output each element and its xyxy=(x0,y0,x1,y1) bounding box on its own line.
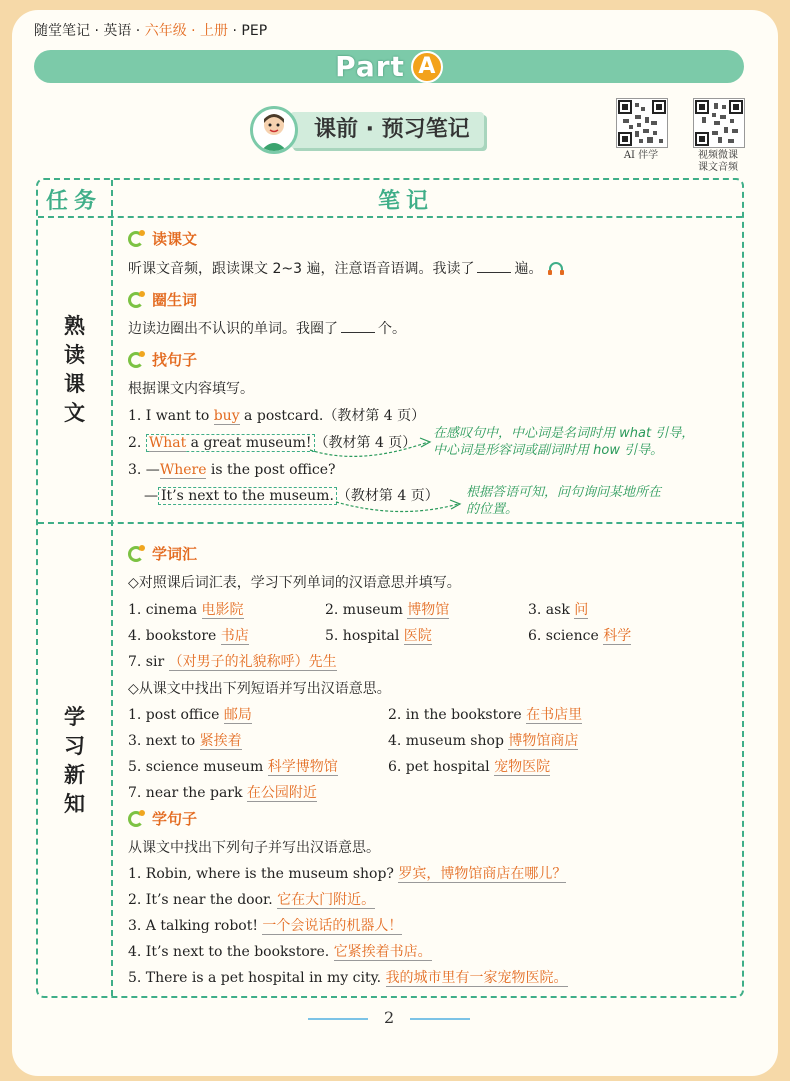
circle-text-before: 边读边圈出不认识的单词。我圈了 xyxy=(128,321,338,337)
s3-pre: 3. — xyxy=(128,462,160,478)
phrase-cn: 在公园附近 xyxy=(246,785,317,801)
s2-ref: （教材第 4 页） xyxy=(314,435,417,451)
s3-answer: Where xyxy=(159,462,207,478)
find-sentence-1 xyxy=(128,407,425,425)
section-sentences-heading xyxy=(128,808,197,829)
read-text-after: 遍。 xyxy=(514,261,543,277)
word-cn: 电影院 xyxy=(201,602,244,618)
circle-text-after: 个。 xyxy=(378,321,406,337)
word-en: 1. cinema xyxy=(128,602,202,618)
task-char: 课 xyxy=(64,372,85,396)
phrase-cn: 在书店里 xyxy=(526,707,583,723)
word-en: 5. hospital xyxy=(325,628,404,644)
phrase-en: 2. in the bookstore xyxy=(388,707,527,723)
phrase-cn: 博物馆商店 xyxy=(508,733,579,749)
s2-answer: What xyxy=(148,435,187,451)
word-en: 4. bookstore xyxy=(128,628,221,644)
circle-count-blank[interactable] xyxy=(341,321,375,333)
phrase-cn: 邮局 xyxy=(223,707,252,723)
task-char: 知 xyxy=(64,792,85,816)
column-divider xyxy=(111,180,113,996)
footer-line-right xyxy=(410,1018,470,1020)
header-grade: 六年级 · 上册 xyxy=(144,23,229,39)
phrase-6 xyxy=(388,758,550,776)
vocab-word-3 xyxy=(528,601,588,619)
sentence-en: 1. Robin, where is the museum shop? xyxy=(128,866,399,882)
section-vocab-title: 学词汇 xyxy=(152,545,198,563)
task-char: 熟 xyxy=(64,314,85,338)
section-bullet-icon xyxy=(128,292,144,308)
read-text-before: 听课文音频，跟读课文 2~3 遍，注意语音语调。我读了 xyxy=(128,261,475,277)
note2-line2: 的位置。 xyxy=(466,502,519,517)
phrase-instruction: ◇从课文中找出下列短语并写出汉语意思。 xyxy=(128,681,391,697)
word-en: 3. ask xyxy=(528,602,575,618)
s2-pre: 2. xyxy=(128,435,146,451)
phrase-cn: 科学博物馆 xyxy=(267,759,338,775)
find-instruction: 根据课文内容填写。 xyxy=(128,381,254,397)
part-word: Part xyxy=(335,50,405,83)
sentence-cn: 罗宾，博物馆商店在哪儿？ xyxy=(398,866,567,882)
phrase-en: 7. near the park xyxy=(128,785,247,801)
note-location xyxy=(466,484,661,518)
vocab-word-1 xyxy=(128,601,244,619)
sentence-4 xyxy=(128,943,432,961)
section-circle-heading xyxy=(128,289,197,310)
qr-code-ai[interactable] xyxy=(616,98,668,148)
read-instruction xyxy=(128,260,565,278)
column-header-task: 任务 xyxy=(46,189,103,214)
vocab-word-6 xyxy=(528,627,631,645)
read-count-blank[interactable] xyxy=(477,261,511,273)
sentence-1 xyxy=(128,865,566,883)
note-exclamation xyxy=(433,425,694,459)
banner-title: 课前 · 预习笔记 xyxy=(290,112,484,148)
phrase-1 xyxy=(128,706,252,724)
vocab-word-5 xyxy=(325,627,432,645)
word-cn: （对男子的礼貌称呼）先生 xyxy=(168,654,337,670)
qr-caption-video-line2: 课文音频 xyxy=(698,162,738,173)
word-cn: 博物馆 xyxy=(407,602,450,618)
task-char: 读 xyxy=(64,343,85,367)
s4-ref: （教材第 4 页） xyxy=(336,488,439,504)
sentences-instruction: 从课文中找出下列句子并写出汉语意思。 xyxy=(128,840,380,856)
sentence-cn: 它紧挨着书店。 xyxy=(333,944,432,960)
phrase-en: 4. museum shop xyxy=(388,733,509,749)
s2-post: a great museum! xyxy=(186,435,312,451)
section-find-heading xyxy=(128,349,197,370)
phrase-3 xyxy=(128,732,242,750)
circle-instruction xyxy=(128,320,406,338)
sentence-5 xyxy=(128,969,568,987)
task-char: 习 xyxy=(64,734,85,758)
section-read-title: 读课文 xyxy=(152,230,198,248)
headphones-icon xyxy=(547,262,565,276)
header-row-divider xyxy=(38,216,742,218)
phrase-en: 5. science museum xyxy=(128,759,268,775)
running-header xyxy=(34,20,267,40)
phrase-2 xyxy=(388,706,582,724)
note2-line1: 根据答语可知，问句询问某地所在 xyxy=(466,485,662,500)
phrase-cn: 宠物医院 xyxy=(494,759,551,775)
student-avatar-icon xyxy=(250,106,298,154)
note-arrow-2 xyxy=(330,490,470,530)
vocab-word-2 xyxy=(325,601,449,619)
task-char: 学 xyxy=(64,705,85,729)
word-en: 7. sir xyxy=(128,654,169,670)
phrase-en: 1. post office xyxy=(128,707,224,723)
section-bullet-icon xyxy=(128,231,144,247)
header-prefix: 随堂笔记 · 英语 · xyxy=(34,23,145,39)
vocab-instruction: ◇对照课后词汇表，学习下列单词的汉语意思并填写。 xyxy=(128,575,461,591)
column-header-notes: 笔记 xyxy=(378,189,435,214)
sentence-en: 5. There is a pet hospital in my city. xyxy=(128,970,386,986)
section-bullet-icon xyxy=(128,352,144,368)
sentence-3 xyxy=(128,917,402,935)
word-en: 6. science xyxy=(528,628,604,644)
task-learn-new xyxy=(38,524,111,998)
footer-line-left xyxy=(308,1018,368,1020)
section-find-title: 找句子 xyxy=(152,351,198,369)
word-cn: 科学 xyxy=(603,628,632,644)
s4-pre: — xyxy=(144,488,158,504)
task-char: 文 xyxy=(64,401,85,425)
note1-line2: 中心词是形容词或副词时用 how 引导。 xyxy=(433,443,664,458)
phrase-4 xyxy=(388,732,578,750)
s1-answer: buy xyxy=(213,408,240,424)
sentence-en: 3. A talking robot! xyxy=(128,918,263,934)
word-en: 2. museum xyxy=(325,602,408,618)
word-cn: 问 xyxy=(574,602,589,618)
note1-line1: 在感叹句中，中心词是名词时用 what 引导， xyxy=(433,426,695,441)
section-bullet-icon xyxy=(128,811,144,827)
sentence-cn: 一个会说话的机器人！ xyxy=(262,918,403,934)
qr-caption-video xyxy=(683,150,753,174)
phrase-7 xyxy=(128,784,317,802)
section-banner xyxy=(250,106,530,154)
header-suffix: · PEP xyxy=(228,23,268,39)
section-bullet-icon xyxy=(128,546,144,562)
sentence-en: 4. It’s next to the bookstore. xyxy=(128,944,334,960)
task-char: 新 xyxy=(64,763,85,787)
qr-caption-ai: AI 伴学 xyxy=(623,150,659,161)
task-read-text xyxy=(38,218,111,522)
sentence-2 xyxy=(128,891,375,909)
vocab-word-7 xyxy=(128,653,337,671)
phrase-5 xyxy=(128,758,338,776)
sentence-cn: 我的城市里有一家宠物医院。 xyxy=(385,970,568,986)
sentence-en: 2. It’s near the door. xyxy=(128,892,278,908)
phrase-en: 6. pet hospital xyxy=(388,759,495,775)
section-sentences-title: 学句子 xyxy=(152,810,198,828)
s4-boxed-answer: It’s next to the museum. xyxy=(158,487,337,505)
phrase-en: 3. next to xyxy=(128,733,200,749)
section-vocab-heading xyxy=(128,543,197,564)
sentence-cn: 它在大门附近。 xyxy=(277,892,376,908)
section-circle-title: 圈生词 xyxy=(152,291,198,309)
word-cn: 书店 xyxy=(220,628,249,644)
qr-caption-video-line1: 视频微课 xyxy=(698,150,738,161)
part-letter-badge: A xyxy=(411,51,443,83)
section-read-heading xyxy=(128,228,197,249)
s2-boxed xyxy=(146,434,315,452)
vocab-word-4 xyxy=(128,627,249,645)
page-number: 2 xyxy=(384,1008,395,1027)
s3-post: is the post office? xyxy=(206,462,336,478)
part-title-bar xyxy=(34,50,744,83)
qr-code-video[interactable] xyxy=(693,98,745,148)
s1-post: a postcard.（教材第 4 页） xyxy=(239,408,426,424)
word-cn: 医院 xyxy=(403,628,432,644)
phrase-cn: 紧挨着 xyxy=(199,733,242,749)
s1-pre: 1. I want to xyxy=(128,408,214,424)
